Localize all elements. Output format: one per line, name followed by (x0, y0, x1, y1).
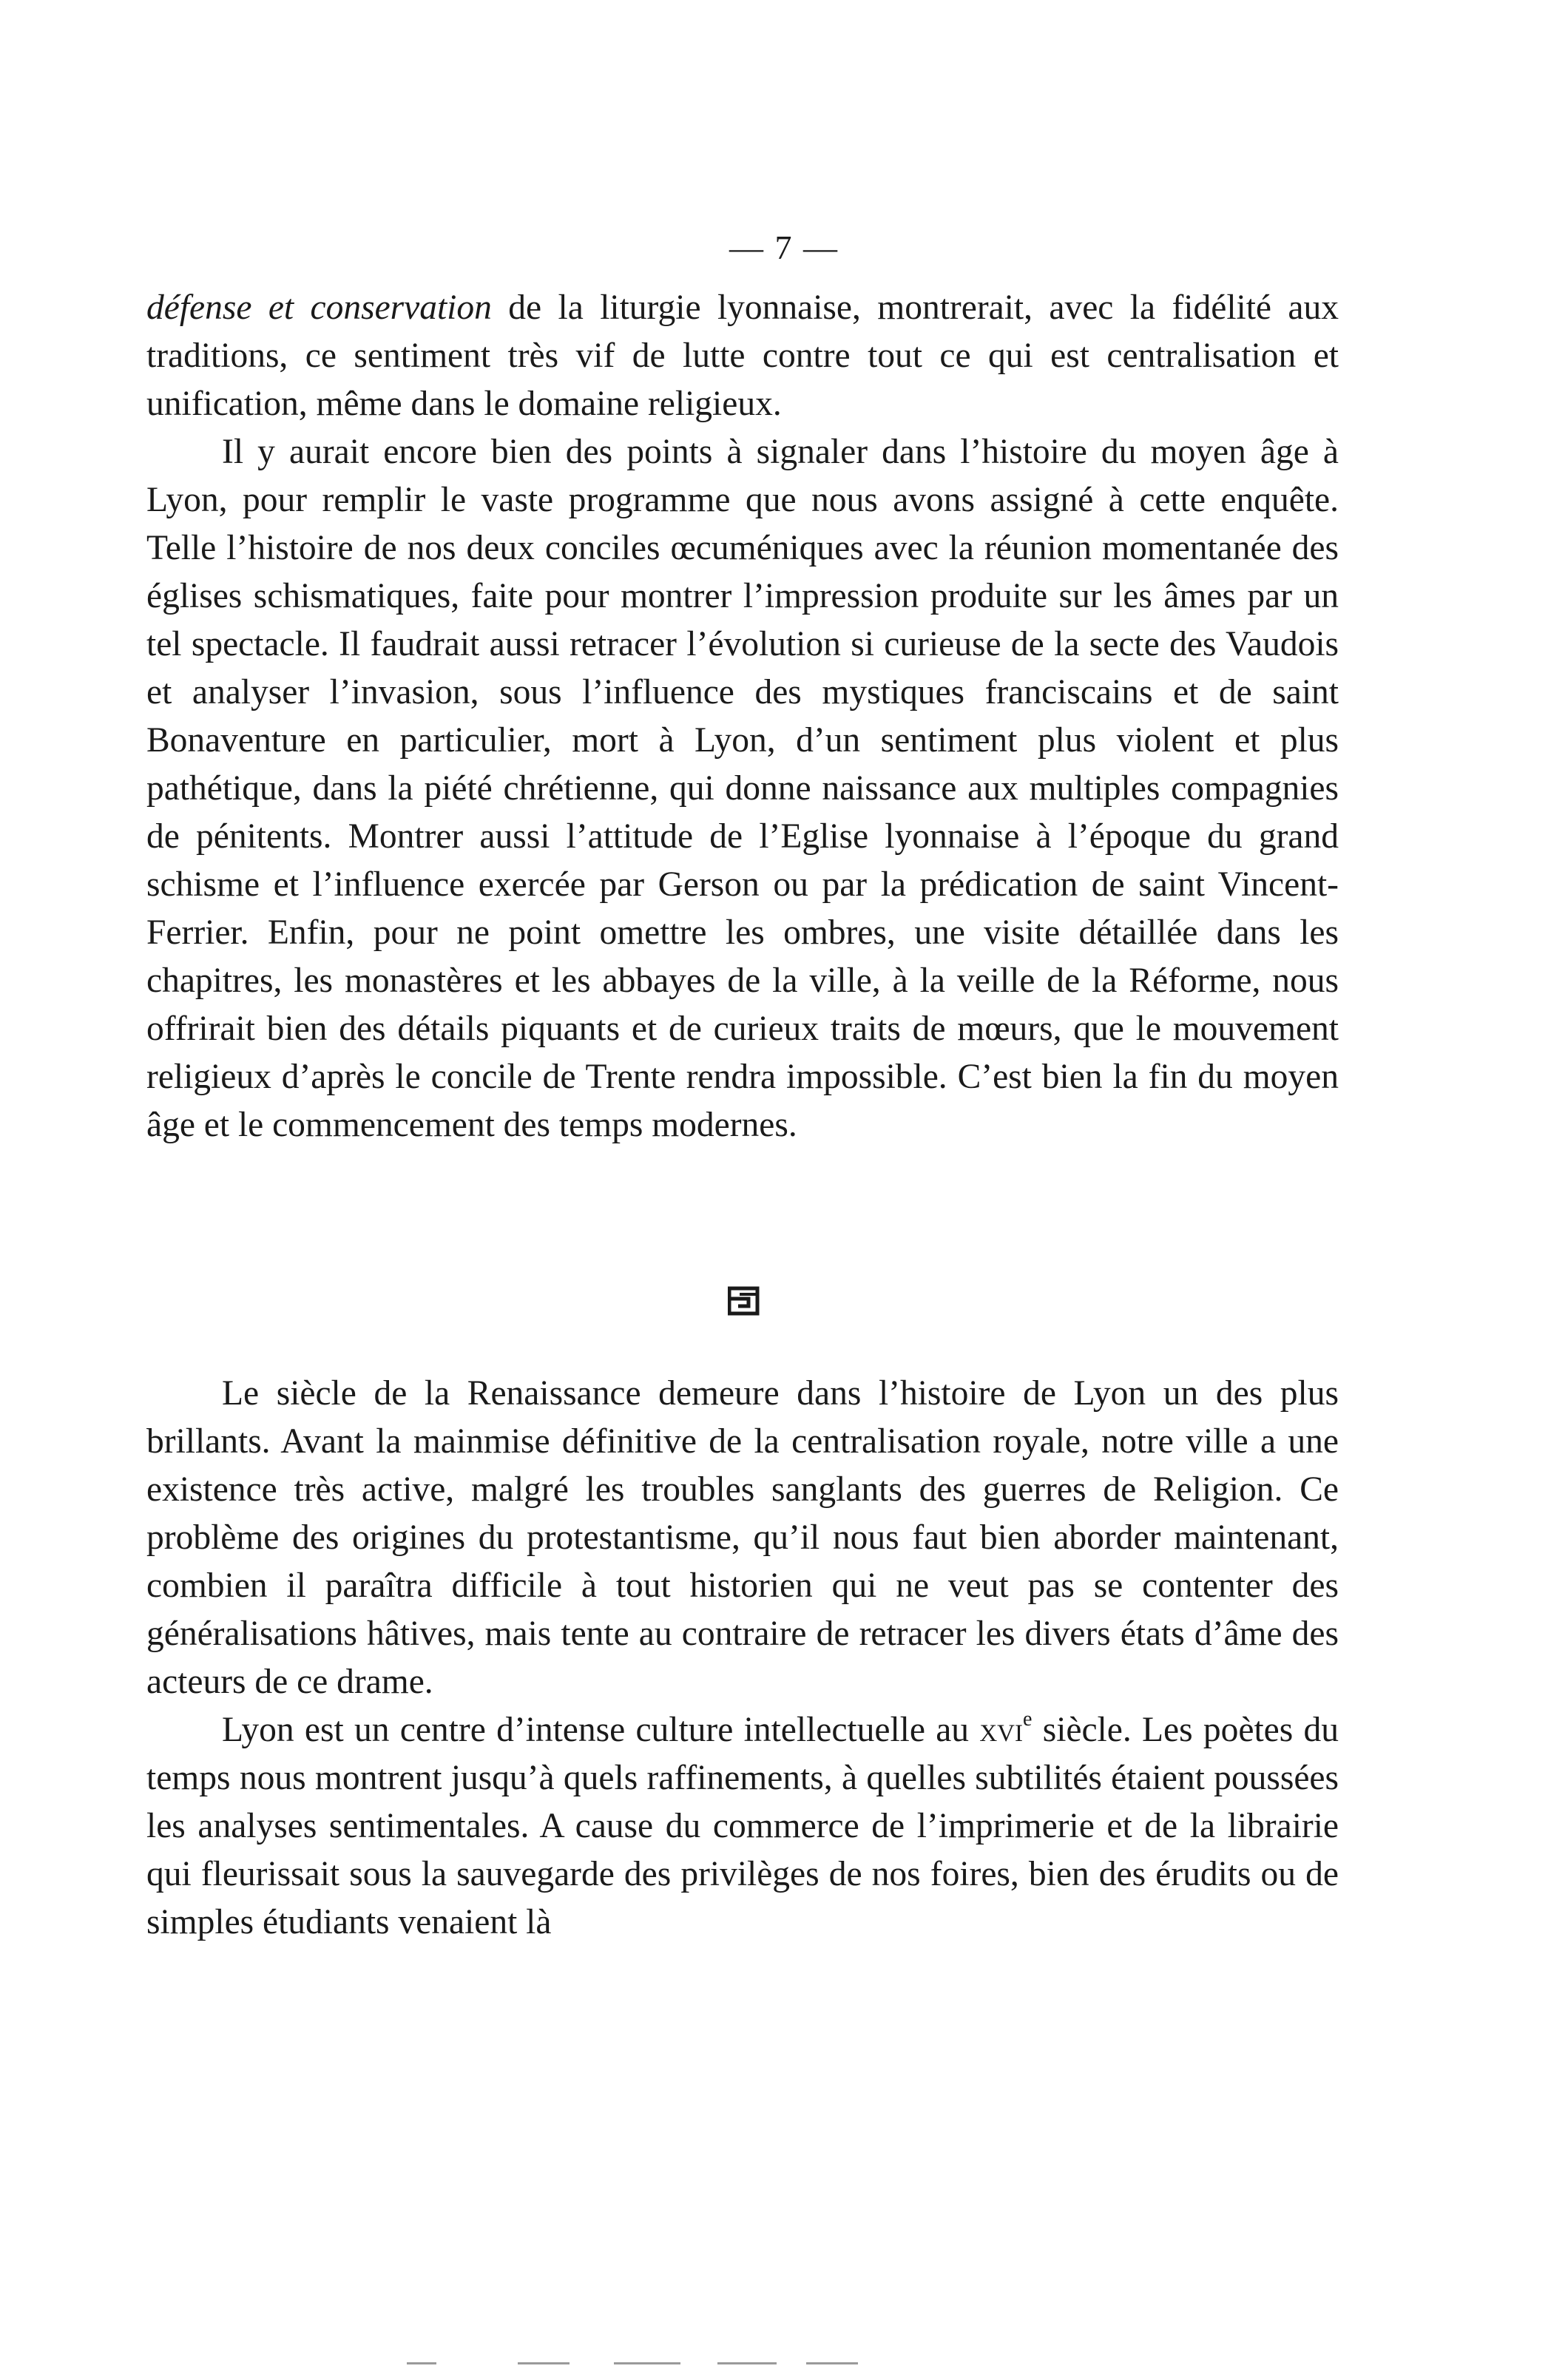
paragraph-1-rest: de la liturgie lyonnaise, montrerait, avec la fidélité aux traditions, ce sentiment très vif de lutte contre tout ce qui est centralisation et unification, même dans le domaine religieux. (146, 288, 1339, 423)
paragraph-4-rest: siècle. Les poètes du temps nous montrent jusqu’à quels raffinements, à quelles subtilités étaient poussées les analyses sentimentales. A cause du commerce de l’imprimerie et de la librairie qui fleurissait sous la sauvegarde des privilèges de nos foires, bien des érudits ou de simples étudiants venaient là (146, 1711, 1339, 1941)
century-superscript: e (1022, 1708, 1033, 1731)
text-block-top (146, 284, 1339, 1149)
century-numeral: xvi (979, 1711, 1023, 1749)
paragraph-2: Il y aurait encore bien des points à signaler dans l’histoire du moyen âge à Lyon, pour remplir le vaste programme que nous avons assigné à cette enquête. Telle l’histoire de nos deux conciles œcuméniques avec la réunion momentanée des églises schismatiques, faite pour montrer l’impression produite sur les âmes par un tel spectacle. Il faudrait aussi retracer l’évolution si curieuse de la secte des Vaudois et analyser l’invasion, sous l’influence des mystiques franciscains et de saint Bonaventure en particulier, mort à Lyon, d’un sentiment plus violent et plus pathétique, dans la piété chrétienne, qui donne naissance aux multiples compagnies de pénitents. Montrer aussi l’attitude de l’Eglise lyonnaise à l’époque du grand schisme et l’influence exercée par Gerson ou par la prédication de saint Vincent-Ferrier. Enfin, pour ne point omettre les ombres, une visite détaillée dans les chapitres, les monastères et les abbayes de la ville, à la veille de la Réforme, nous offrirait bien des détails piquants et de curieux traits de mœurs, que le mouvement religieux d’après le concile de Trente rendra impossible. C’est bien la fin du moyen âge et le commencement des temps modernes. (146, 433, 1339, 1144)
scan-mark (717, 2362, 777, 2364)
section-ornament-icon (728, 1285, 760, 1318)
scan-mark (806, 2362, 858, 2364)
scan-mark (407, 2362, 436, 2364)
paragraph-3: Le siècle de la Renaissance demeure dans l’histoire de Lyon un des plus brillants. Avant la mainmise définitive de la centralisation royale, notre ville a une existence très active, malgré les troubles sanglants des guerres de Religion. Ce problème des origines du protestantisme, qu’il nous faut bien aborder maintenant, combien il paraîtra difficile à tout historien qui ne veut pas se contenter des généralisations hâtives, mais tente au contraire de retracer les divers états d’âme des acteurs de ce drame. (146, 1374, 1339, 1701)
scan-mark (518, 2362, 570, 2364)
paragraph-1-italic: défense et conservation (146, 288, 492, 327)
scan-mark (614, 2362, 680, 2364)
paragraph-4 (146, 1706, 1339, 1947)
paragraph-4-start: Lyon est un centre d’intense culture intellectuelle au (222, 1711, 980, 1749)
paragraph-1 (146, 284, 1339, 428)
page-number: — 7 — (729, 229, 839, 266)
scan-edge-marks (133, 2359, 1317, 2367)
text-block-bottom (146, 1370, 1339, 1947)
